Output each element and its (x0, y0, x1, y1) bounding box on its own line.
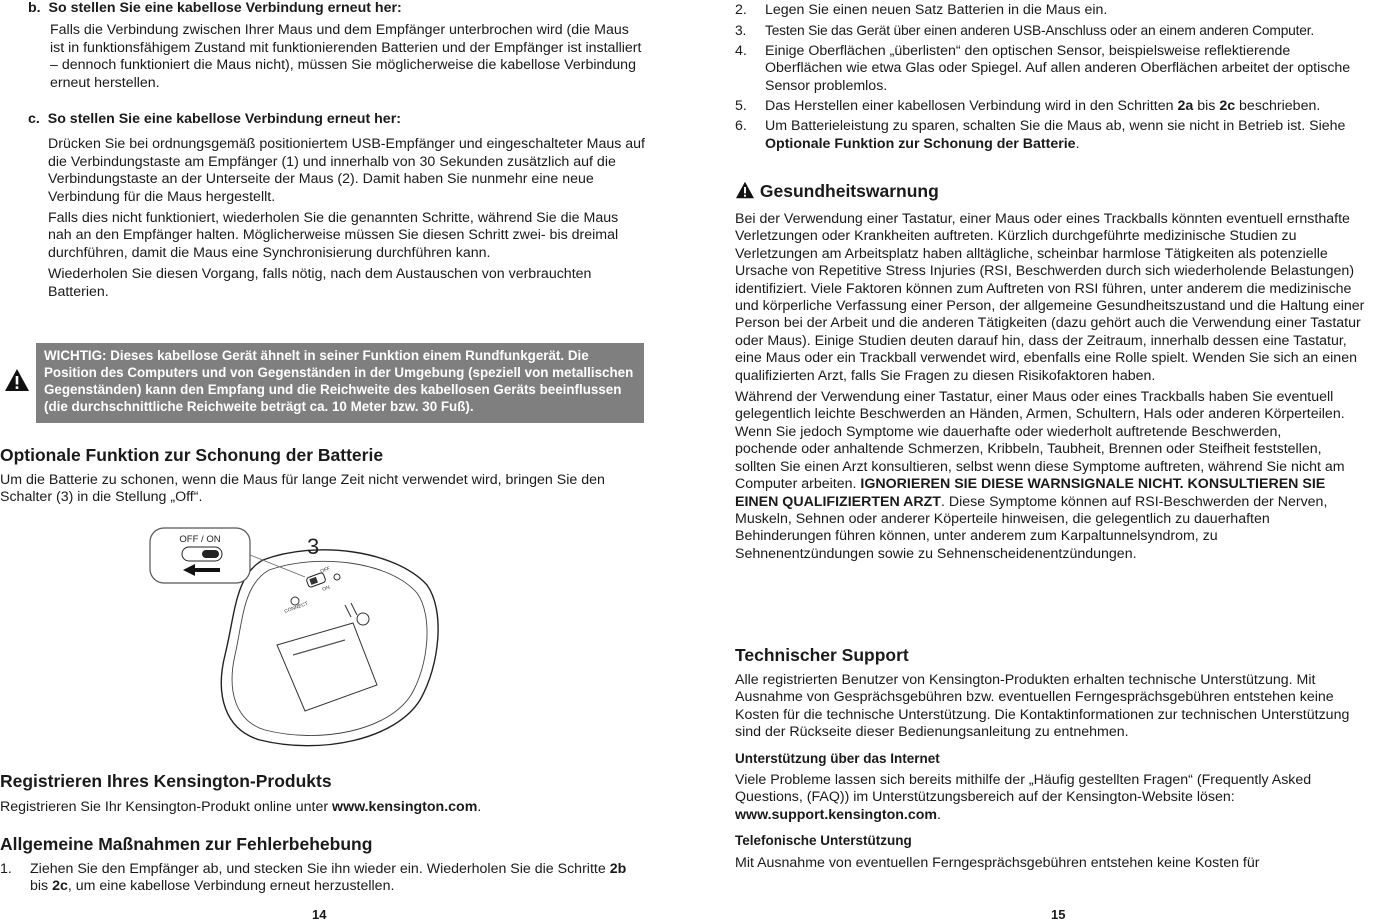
mouse-switch-on-label: ON (321, 584, 331, 593)
list-item-text: beschrieben. (1239, 98, 1321, 115)
support-url[interactable]: www.support.kensington.com (735, 806, 938, 823)
register-heading: Registrieren Ihres Kensington-Produkts (0, 771, 332, 791)
support-heading: Technischer Support (735, 645, 909, 665)
register-text-end: . (477, 799, 482, 815)
phone-support-heading: Telefonische Unterstützung (735, 833, 912, 849)
mouse-underside-illustration (145, 515, 455, 755)
important-notice-box (36, 343, 644, 423)
internet-support-text-plain: Viele Probleme lassen sich bereits mithilfe der „Häufig gestellten Fragen“ (Frequently Asked Questions, (FAQ)) im Unterstützungsbereich auf der Kensington-Website lösen: (735, 772, 1312, 806)
section-c-paragraph-3: Wiederholen Sie diesen Vorgang, falls nötig, nach dem Austauschen von verbrauchten Batterien. (48, 266, 592, 300)
list-item-text: Um Batterieleistung zu sparen, schalten Sie die Maus ab, wenn sie nicht in Betrieb ist. Siehe (765, 118, 1346, 135)
troubleshooting-heading: Allgemeine Maßnahmen zur Fehlerbehebung (0, 834, 373, 854)
list-item-text: Legen Sie einen neuen Satz Batterien in die Maus ein. (765, 2, 1108, 18)
list-item-number: 3. (735, 23, 747, 39)
list-item-text: , um eine kabellose Verbindung erneut herzustellen. (67, 878, 395, 895)
steps-list (735, 2, 1375, 153)
internet-support-text (735, 772, 1355, 824)
list-item-number: 5. (735, 98, 747, 115)
list-item (735, 43, 1365, 95)
list-item-text: Einige Oberflächen „überlisten“ den optischen Sensor, beispielsweise reflektierende Oberflächen wie etwa Glas oder Spiegel. Auf allen anderen Oberflächen arbeitet der optische Sensor problemlos. (765, 42, 1351, 94)
warning-triangle-icon (735, 181, 755, 199)
cross-reference-battery: Optionale Funktion zur Schonung der Batterie (765, 135, 1076, 152)
health-paragraph-1: Bei der Verwendung einer Tastatur, einer Maus oder eines Trackballs könnten eventuell ernsthafte Verletzungen oder Krankheiten auftreten. Kürzlich durchgeführte medizinische Studien zu Verletzungen am Arbeitsplatz haben alltägliche, scheinbar harmlose Tätigkeiten als potenzielle Ursache von Repetitive Stress Injuries (RSI, Beschwerden durch sich wiederholende Belastungen) identifiziert. Viele Faktoren können zum Auftreten von RSI führen, unter anderem die medizinische und körperliche Verfassung einer Person, der allgemeine Gesundheitszustand und die Haltung einer Person bei der Arbeit und die anderen Tätigkeiten (dazu gehört auch die Verwendung einer Tastatur oder Maus). Einige Studien deuten darauf hin, dass der Zeitraum, innerhalb dessen eine Tastatur, eine Maus oder ein Trackball verwendet wird, ebenfalls eine Rolle spielt. Wenden Sie sich an einen qualifizierten Arzt, falls Sie Fragen zu diesen Risikofaktoren haben. (735, 211, 1365, 384)
health-warning-caps: IGNORIEREN SIE DIESE WARNSIGNALE NICHT. KONSULTIEREN SIE EINEN QUALIFIZIERTEN ARZT (735, 476, 1326, 510)
step-ref-2c: 2c (52, 878, 68, 895)
health-paragraph-2-text: Während der Verwendung einer Tastatur, einer Maus oder eines Trackballs haben Sie eventuell gelegentlich leichte Beschwerden an Händen, Armen, Schultern, Hals oder anderen Körperteilen. Wenn Sie jedoch Symptome wie dauerhafte oder wiederholt auftretende Beschwerden, pochende oder anhaltende Schmerzen, Kribbeln, Taubheit, Brennen oder Steifheit feststellen, sollten Sie einen Arzt konsultieren, selbst wenn diese Symptome auftreten, während Sie nicht am Computer arbeiten. (735, 389, 1345, 493)
troubleshooting-section (0, 833, 640, 896)
mouse-connect-label: CONNECT (283, 600, 309, 615)
list-item-number: 4. (735, 42, 747, 59)
list-item-text: bis (30, 878, 49, 895)
list-item (735, 98, 1375, 115)
section-c-paragraph-1: Drücken Sie bei ordnungsgemäß positioniertem USB-Empfänger und eingeschalteter Maus auf die Verbindungstaste am Empfänger (1) und innerhalb von 30 Sekunden zusätzlich auf die Verbindungstaste an der Unterseite der Maus (2). Damit haben Sie nunmehr eine neue Verbindung für die Maus hergestellt. (48, 136, 645, 205)
list-item-text: Das Herstellen einer kabellosen Verbindung wird in den Schritten (765, 98, 1174, 115)
step-ref-2a: 2a (1177, 98, 1194, 115)
health-heading (735, 180, 1375, 202)
section-b-heading: So stellen Sie eine kabellose Verbindung erneut her: (48, 0, 402, 16)
section-c-heading: So stellen Sie eine kabellose Verbindung erneut her: (47, 111, 401, 127)
list-item-number: 6. (735, 118, 747, 135)
page-number-left: 14 (312, 907, 327, 922)
section-b (28, 0, 648, 92)
health-paragraph-2-end: . Diese Symptome können auf RSI-Beschwerden der Nerven, Muskeln, Sehnen oder anderer Köperteile hinweisen, die gelegentlich zu dauerhaften Behinderungen führen können, unter anderem zum Karpaltunnelsyndrom, zu Sehnenentzündungen sowie zu Sehnenscheidenentzündungen. (735, 493, 1328, 562)
register-text (0, 799, 640, 816)
register-section (0, 770, 640, 816)
section-c-marker: c. (28, 111, 40, 127)
step-ref-2c: 2c (1219, 98, 1236, 115)
list-item-text: Testen Sie das Gerät über einen anderen USB-Anschluss oder an einem anderen Computer. (765, 23, 1315, 39)
list-item-number: 1. (0, 861, 12, 877)
list-item (735, 2, 1375, 19)
health-paragraph-2 (735, 389, 1347, 563)
battery-text: Um die Batterie zu schonen, wenn die Maus für lange Zeit nicht verwendet wird, bringen Sie den Schalter (3) in die Stellung „Off“. (0, 472, 605, 506)
internet-support-end: . (937, 806, 941, 823)
list-item-text: Ziehen Sie den Empfänger ab, und stecken Sie ihn wieder ein. Wiederholen Sie die Schritte (30, 861, 606, 877)
list-item-number: 2. (735, 2, 747, 18)
list-item-text: bis (1197, 98, 1216, 115)
important-notice-text: WICHTIG: Dieses kabellose Gerät ähnelt in seiner Funktion einem Rundfunkgerät. Die Position des Computers und von Gegenständen in der Umgebung (speziell von metallischen Gegenständen) kann den Empfang und die Reichweite des kabellosen Geräts beeinflussen (die durchschnittliche Reichweite beträgt ca. 10 Meter bzw. 30 Fuß). (44, 348, 634, 414)
internet-support-heading: Unterstützung über das Internet (735, 750, 940, 766)
register-url[interactable]: www.kensington.com (332, 799, 478, 815)
list-item (735, 118, 1377, 153)
callout-number: 3 (307, 534, 320, 559)
list-item (735, 22, 1375, 39)
phone-support-text: Mit Ausnahme von eventuellen Ferngesprächsgebühren entstehen keine Kosten für (735, 854, 1260, 871)
battery-heading: Optionale Funktion zur Schonung der Batterie (0, 445, 384, 465)
warning-triangle-icon (4, 368, 30, 392)
support-section (735, 644, 1375, 872)
support-paragraph: Alle registrierten Benutzer von Kensington-Produkten erhalten technische Unterstützung. Mit Ausnahme von Gesprächsgebühren bzw. eventuellen Ferngesprächsgebühren entstehen keine Kosten für die technische Unterstützung. Die Kontaktinformationen zur technischen Unterstützung sind der Rückseite dieser Bedienungsanleitung zu entnehmen. (735, 672, 1350, 741)
section-c (28, 111, 648, 301)
step-ref-2b: 2b (609, 861, 627, 877)
section-b-marker: b. (28, 0, 41, 16)
section-c-paragraph-2: Falls dies nicht funktioniert, wiederholen Sie die genannten Schritte, während Sie die Maus nah an den Empfänger halten. Möglicherweise müssen Sie diesen Schritt zwei- bis dreimal durchführen, damit die Maus eine Synchronisierung durchführen kann. (48, 210, 619, 261)
switch-inset-label: OFF / ON (179, 534, 221, 545)
battery-section (0, 444, 640, 507)
list-item-text: . (1075, 135, 1080, 152)
list-item (0, 861, 640, 896)
mouse-switch-off-label: OFF (319, 565, 332, 575)
register-text-plain: Registrieren Sie Ihr Kensington-Produkt online unter (0, 799, 329, 815)
section-b-text: Falls die Verbindung zwischen Ihrer Maus und dem Empfänger unterbrochen wird (die Maus ist in funktionsfähigem Zustand mit funktionierenden Batterien und der Empfänger ist installiert – dennoch funktioniert die Maus nicht), müssen Sie möglicherweise die kabellose Verbindung erneut herstellen. (50, 22, 642, 91)
page-number-right: 15 (1051, 907, 1066, 922)
health-section (735, 180, 1375, 563)
health-heading-text: Gesundheitswarnung (759, 181, 939, 201)
